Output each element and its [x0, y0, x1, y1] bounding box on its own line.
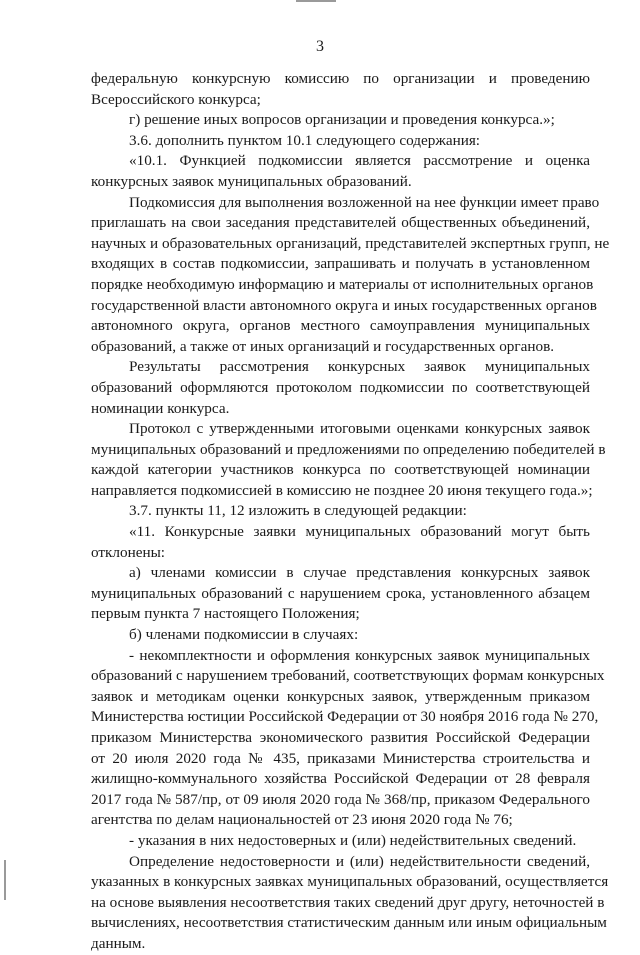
scan-artifact-top: [296, 0, 336, 2]
text-line: Протокол с утвержденными итоговыми оценками конкурсных заявок: [129, 420, 590, 438]
text-line: образований, а также от иных организаций и государственных органов.: [91, 337, 555, 355]
text-line: данным.: [91, 934, 146, 952]
text-line: от 20 июля 2020 года № 435, приказами Министерства строительства и: [91, 749, 590, 767]
text-line: указанных в конкурсных заявках муниципальных образований, осуществляется: [91, 873, 609, 891]
text-line: порядке необходимую информацию и материалы от исполнительных органов: [91, 275, 594, 293]
text-line: 2017 года № 587/пр, от 09 июля 2020 года № 368/пр, приказом Федерального: [91, 790, 590, 808]
text-line: жилищно-коммунального хозяйства Российской Федерации от 28 февраля: [91, 770, 590, 788]
text-line: каждой категории участников конкурса по соответствующей номинации: [91, 461, 590, 479]
text-line: входящих в состав подкомиссии, запрашивать и получать в установленном: [91, 255, 590, 273]
text-line: муниципальных образований с нарушением срока, установленного абзацем: [91, 584, 590, 602]
text-line: б) членами подкомиссии в случаях:: [129, 626, 359, 644]
text-line: приглашать на свои заседания представителей общественных объединений,: [91, 214, 590, 232]
text-line: «11. Конкурсные заявки муниципальных образований могут быть: [129, 523, 590, 541]
text-line: направляется подкомиссией в комиссию не позднее 20 июня текущего года.»;: [91, 481, 593, 499]
text-line: федеральную конкурсную комиссию по организации и проведению: [91, 70, 590, 87]
scan-artifact-left: [4, 860, 6, 900]
text-line: вычислениях, несоответствия статистическим данным или иным официальным: [91, 914, 607, 932]
text-line: государственной власти автономного округа и иных государственных органов: [91, 296, 597, 314]
text-line: номинации конкурса.: [91, 399, 230, 417]
text-line: Определение недостоверности и (или) недействительности сведений,: [129, 852, 590, 870]
text-line: Подкомиссия для выполнения возложенной на нее функции имеет право: [129, 193, 600, 211]
text-line: муниципальных образований и предложениями по определению победителей в: [91, 440, 606, 458]
text-line: Министерства юстиции Российской Федерации от 30 ноября 2016 года № 270,: [91, 708, 599, 726]
text-line: 3.6. дополнить пунктом 10.1 следующего содержания:: [129, 131, 481, 149]
text-line: автономного округа, органов местного самоуправления муниципальных: [91, 317, 590, 335]
text-line: конкурсных заявок муниципальных образований.: [91, 172, 412, 190]
page-number: 3: [316, 38, 324, 55]
text-line: на основе выявления несоответствия таких сведений друг другу, неточностей в: [91, 893, 605, 911]
text-line: Результаты рассмотрения конкурсных заявок муниципальных: [129, 358, 590, 376]
text-line: 3.7. пункты 11, 12 изложить в следующей редакции:: [129, 502, 467, 520]
text-line: - указания в них недостоверных и (или) недействительных сведений.: [129, 831, 577, 849]
text-line: научных и образовательных организаций, представителей экспертных групп, не: [91, 234, 610, 252]
text-line: агентства по делам национальностей от 23 июня 2020 года № 76;: [91, 811, 513, 829]
text-line: а) членами комиссии в случае представления конкурсных заявок: [129, 564, 590, 582]
document-body: [91, 69, 610, 955]
text-line: заявок и методикам оценки конкурсных заявок, утвержденным приказом: [91, 687, 590, 705]
text-line: г) решение иных вопросов организации и проведения конкурса.»;: [129, 111, 555, 129]
text-line: образований оформляются протоколом подкомиссии по соответствующей: [91, 378, 590, 396]
text-line: «10.1. Функцией подкомиссии является рассмотрение и оценка: [129, 152, 590, 170]
text-line: Всероссийского конкурса;: [91, 90, 261, 108]
text-line: образований с нарушением требований, соответствующих формам конкурсных: [91, 667, 605, 685]
text-line: отклонены:: [91, 543, 166, 561]
text-line: первым пункта 7 настоящего Положения;: [91, 605, 360, 623]
text-line: приказом Министерства экономического развития Российской Федерации: [91, 729, 590, 746]
text-line: - некомплектности и оформления конкурсных заявок муниципальных: [129, 646, 590, 664]
